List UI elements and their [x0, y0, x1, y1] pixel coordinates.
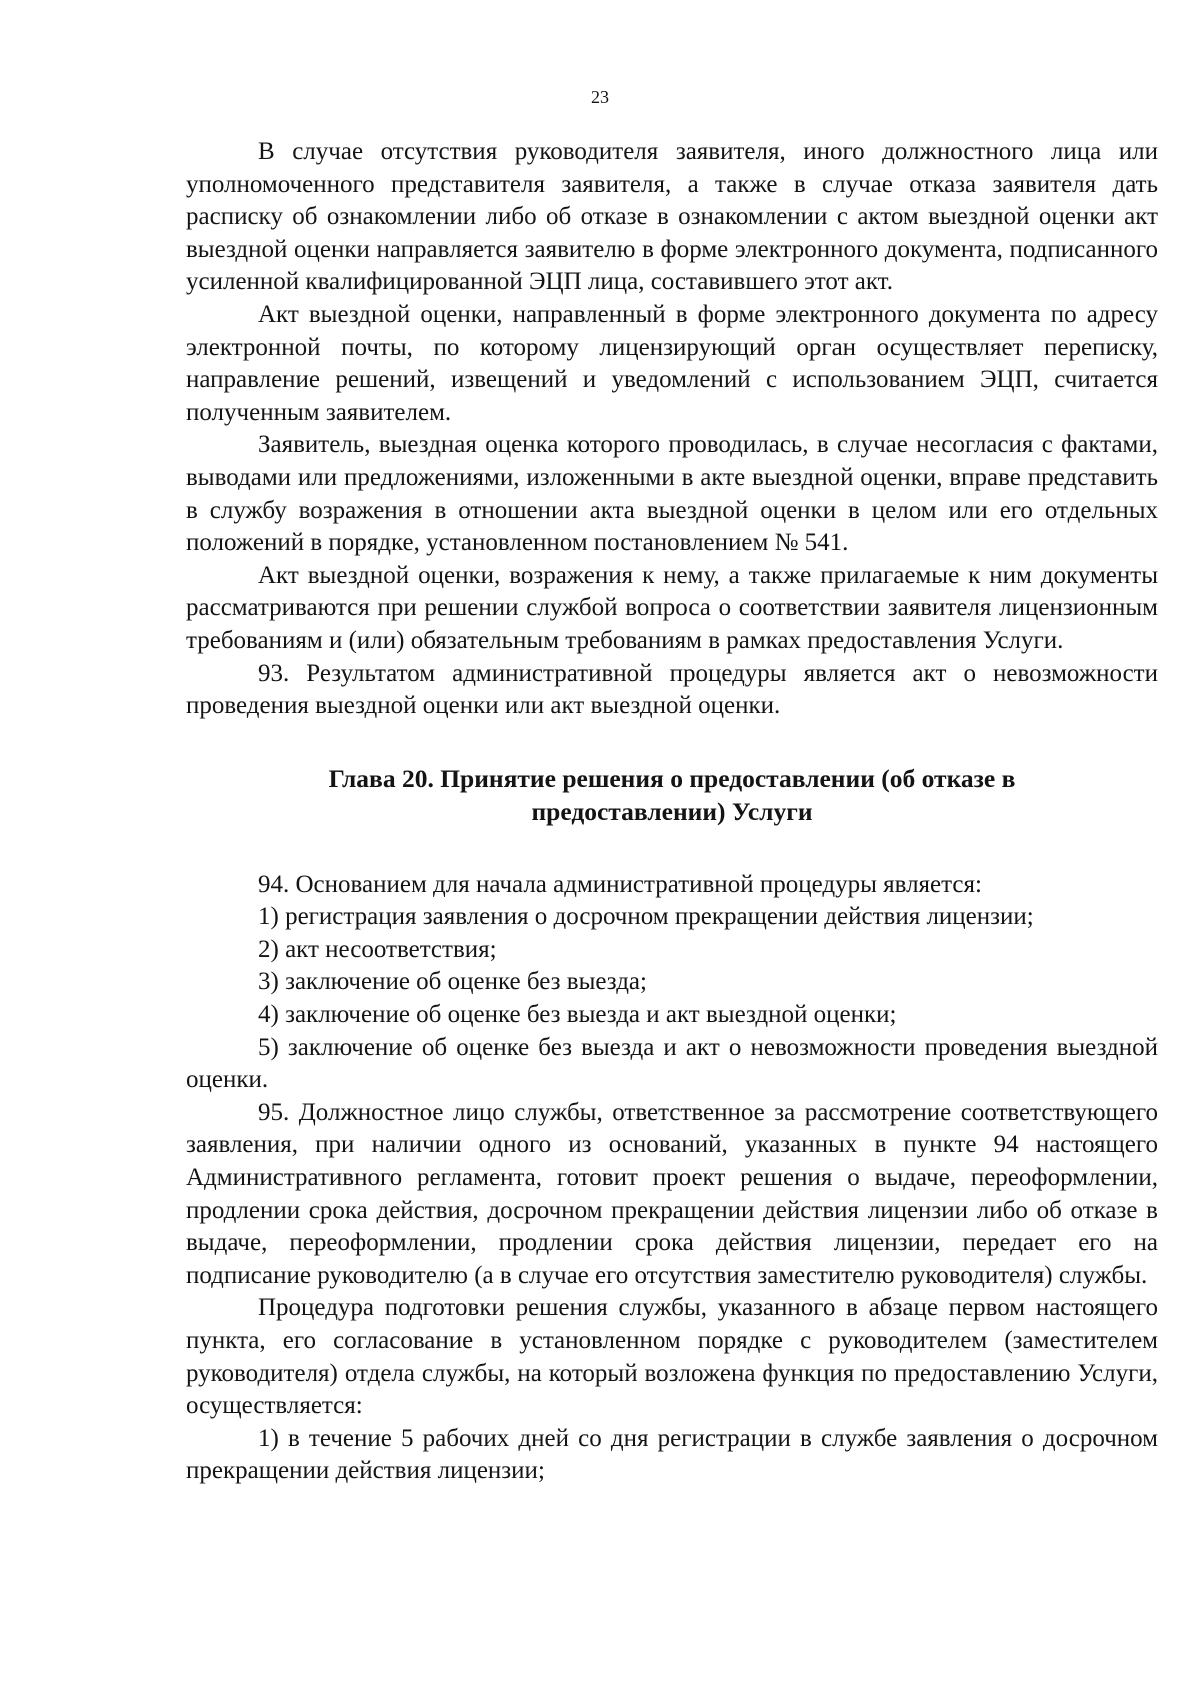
paragraph-absence-of-head: В случае отсутствия руководителя заявителя, иного должностного лица или уполномоченного представителя заявителя, а также в случае отказа заявителя дать расписку об ознакомлении либо об отказе в ознакомлении с актом выездной оценки акт выездной оценки направляется заявителю в форме электронного документа, подписанного усиленной квалифицированной ЭЦП лица, составившего этот акт. — [186, 138, 1158, 296]
list-item-94-1: 1) регистрация заявления о досрочном прекращении действия лицензии; — [258, 903, 1034, 931]
paragraph-93-result: 93. Результатом административной процедуры является акт о невозможности проведения выездной оценки или акт выездной оценки. — [186, 659, 1158, 720]
chapter-title-line-1: Глава 20. Принятие решения о предоставлении (об отказе в — [328, 763, 1016, 793]
paragraph-94-intro: 94. Основанием для начала административной процедуры является: — [258, 870, 982, 898]
list-item-94-4: 4) заключение об оценке без выезда и акт выездной оценки; — [258, 1001, 897, 1029]
paragraph-electronic-act: Акт выездной оценки, направленный в форме электронного документа по адресу электронной почты, по которому лицензирующий орган осуществляет переписку, направление решений, извещений и уведомлений с использованием ЭЦП, считается полученным заявителем. — [186, 300, 1158, 426]
paragraph-95-official: 95. Должностное лицо службы, ответственное за рассмотрение соответствующего заявления, при наличии одного из оснований, указанных в пункте 94 настоящего Административного регламента, готовит проект решения о выдаче, переоформлении, продлении срока действия, досрочном прекращении действия лицензии либо об отказе в выдаче, переоформлении, продлении срока действия лицензии, передает его на подписание руководителю (а в случае его отсутствия заместителю руководителя) службы. — [186, 1098, 1158, 1289]
chapter-title-line-2: предоставлении) Услуги — [531, 796, 813, 826]
paragraph-objections: Заявитель, выездная оценка которого проводилась, в случае несогласия с фактами, выводами или предложениями, изложенными в акте выездной оценки, вправе представить в службу возражения в отношении акта выездной оценки в целом или его отдельных положений в порядке, установленном постановлением № 541. — [186, 431, 1158, 557]
paragraph-deadline-1: 1) в течение 5 рабочих дней со дня регистрации в службе заявления о досрочном прекращении действия лицензии; — [186, 1424, 1158, 1485]
paragraph-procedure: Процедура подготовки решения службы, указанного в абзаце первом настоящего пункта, его согласование в установленном порядке с руководителем (заместителем руководителя) отдела службы, на который возложена функция по предоставлению Услуги, осуществляется: — [186, 1294, 1158, 1420]
list-item-94-2: 2) акт несоответствия; — [258, 935, 497, 963]
chapter-20-heading — [186, 723, 1158, 869]
list-item-94-5: 5) заключение об оценке без выезда и акт о невозможности проведения выездной оценки. — [186, 1033, 1158, 1094]
document-body — [186, 136, 1158, 1488]
paragraph-act-consideration: Акт выездной оценки, возражения к нему, а также прилагаемые к ним документы рассматриваются при решении службой вопроса о соответствии заявителя лицензионным требованиям и (или) обязательным требованиям в рамках предоставления Услуги. — [186, 561, 1158, 654]
list-item-94-3: 3) заключение об оценке без выезда; — [258, 968, 647, 996]
page-number: 23 — [591, 87, 609, 107]
